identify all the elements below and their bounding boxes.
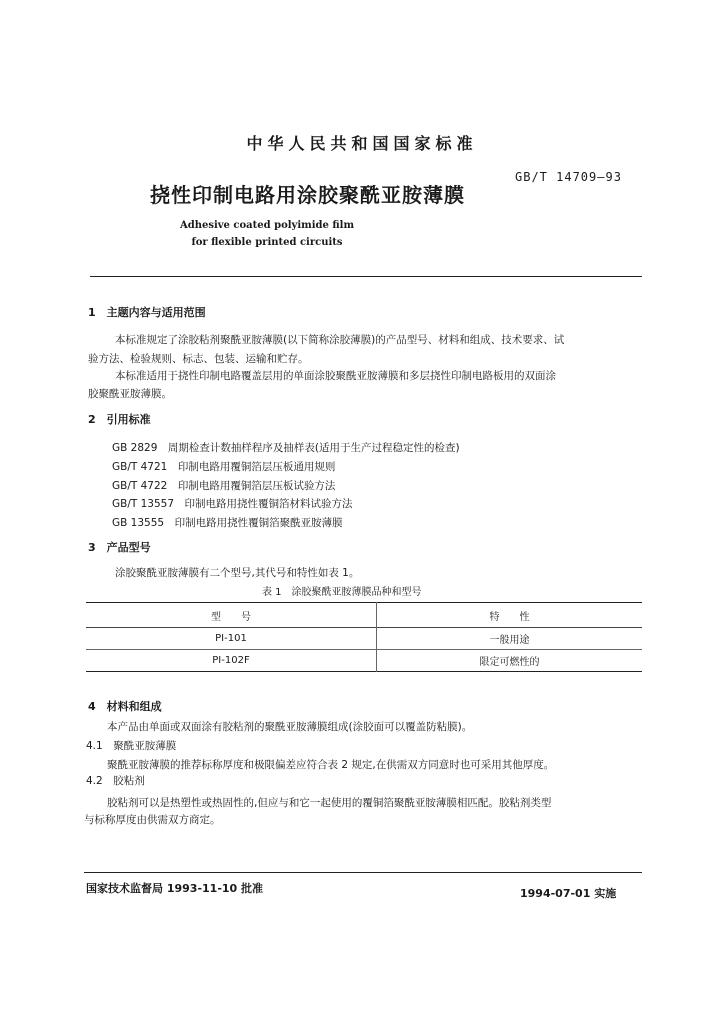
table-header-cell: 特 性 — [489, 611, 530, 623]
table-cell: 一般用途 — [489, 635, 530, 646]
section-3-p1: 涂胶聚酰亚胺薄膜有二个型号,其代号和特性如表 1。 — [115, 567, 360, 579]
approval-date: 国家技术监督局 1993-11-10 批准 — [86, 882, 264, 895]
section-4-2-heading: 4.2 胶粘剂 — [86, 775, 145, 787]
reference-item: GB 2829 周期检查计数抽样程序及抽样表(适用于生产过程稳定性的检查) — [112, 442, 460, 454]
section-1-p1-line1: 本标准规定了涂胶粘剂聚酰亚胺薄膜(以下简称涂胶薄膜)的产品型号、材料和组成、技术要求、试 — [115, 334, 565, 346]
table-row — [86, 650, 642, 672]
section-1-p2-line1: 本标准适用于挠性印制电路覆盖层用的单面涂胶聚酰亚胺薄膜和多层挠性印制电路板用的双面涂 — [115, 370, 556, 382]
section-1-p1-line2: 验方法、检验规则、标志、包装、运输和贮存。 — [88, 353, 309, 365]
section-1-p2-line2: 胶聚酰亚胺薄膜。 — [88, 388, 172, 400]
section-4-p1: 本产品由单面或双面涂有胶粘剂的聚酰亚胺薄膜组成(涂胶面可以覆盖防粘膜)。 — [107, 721, 473, 733]
section-4-2-line2: 与标称厚度由供需双方商定。 — [84, 814, 221, 826]
table-cell: PI-101 — [86, 628, 377, 650]
standard-number: GB/T 14709—93 — [515, 170, 622, 184]
footer-rule — [84, 872, 642, 873]
reference-item: GB/T 13557 印制电路用挠性覆铜箔材料试验方法 — [112, 498, 353, 510]
section-4-1-text: 聚酰亚胺薄膜的推荐标称厚度和极限偏差应符合表 2 规定,在供需双方同意时也可采用其他厚度。 — [107, 759, 555, 771]
table-header-cell: 型 号 — [86, 603, 377, 628]
national-standard-heading: 中华人民共和国国家标准 — [246, 134, 478, 153]
document-title-en-line2: for flexible printed circuits — [191, 237, 343, 248]
reference-item: GB 13555 印制电路用挠性覆铜箔聚酰亚胺薄膜 — [112, 517, 343, 529]
section-2-heading: 2 引用标准 — [88, 413, 151, 426]
section-3-heading: 3 产品型号 — [88, 541, 151, 554]
section-4-1-heading: 4.1 聚酰亚胺薄膜 — [86, 740, 177, 752]
reference-item: GB/T 4721 印制电路用覆铜箔层压板通用规则 — [112, 461, 336, 473]
table-header-row — [86, 603, 642, 628]
document-title-cn: 挠性印制电路用涂胶聚酰亚胺薄膜 — [150, 183, 465, 207]
table-cell: 限定可燃性的 — [479, 657, 540, 668]
header-rule — [90, 276, 642, 277]
section-4-heading: 4 材料和组成 — [88, 700, 162, 713]
section-4-2-line1: 胶粘剂可以是热塑性或热固性的,但应与和它一起使用的覆铜箔聚酰亚胺薄膜相匹配。胶粘剂类型 — [107, 797, 552, 809]
table-cell: PI-102F — [86, 650, 377, 672]
section-1-heading: 1 主题内容与适用范围 — [88, 306, 206, 319]
document-title-en-line1: Adhesive coated polyimide film — [179, 220, 355, 231]
implementation-date: 1994-07-01 实施 — [520, 887, 617, 900]
table-1-caption: 表 1 涂胶聚酰亚胺薄膜品种和型号 — [262, 587, 422, 598]
reference-item: GB/T 4722 印制电路用覆铜箔层压板试验方法 — [112, 480, 336, 492]
table-1 — [86, 602, 642, 672]
table-row — [86, 628, 642, 650]
